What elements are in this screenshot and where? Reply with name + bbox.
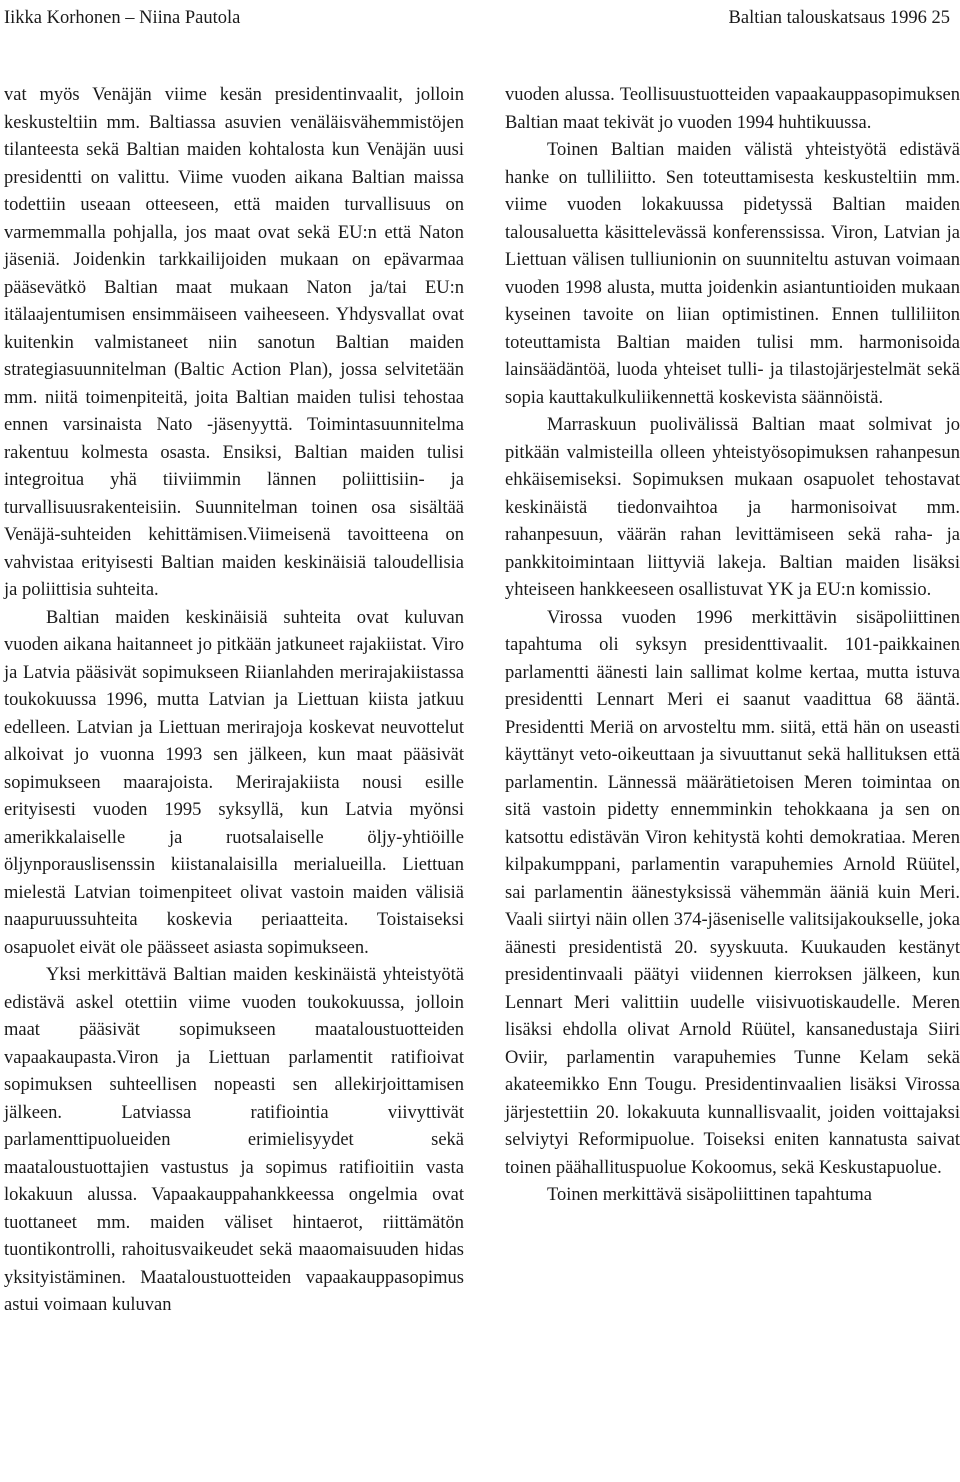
left-column	[4, 82, 464, 1320]
right-column	[505, 82, 960, 1210]
paragraph: Virossa vuoden 1996 merkittävin sisäpoliittinen tapahtuma oli syksyn presidenttivaalit. 101-paikkainen parlamentti äänesti lain sallimat kolme kertaa, mutta istuva presidentti Lennart Meri ei saanut vaadittua 68 ääntä. Presidentti Meriä on arvosteltu mm. siitä, että hän on useasti käyttänyt veto-oikeuttaan ja sivuuttanut sekä hallituksen että parlamentin. Lännessä määrätietoisen Meren toimintaa on sitä vastoin pidetty ennemminkin tehokkaana ja sen on katsottu edistävän Viron kehitystä kohti demokratiaa. Meren kilpakumppani, parlamentin varapuhemies Arnold Rüütel, sai parlamentin äänestyksissä vähemmän ääniä kuin Meri. Vaali siirtyi näin ollen 374-jäseniselle valitsijakoukselle, joka äänesti presidentistä 20. syyskuuta. Kuukauden kestänyt presidentinvaali päätyi viidennen kierroksen jälkeen, kun Lennart Meri valittiin uudelle viisivuotiskaudelle. Meren lisäksi ehdolla olivat Arnold Rüütel, kansanedustaja Siiri Oviir, parlamentin varapuhemies Tunne Kelam sekä akateemikko Enn Tougu. Presidentinvaalien lisäksi Virossa järjestettiin 20. lokakuuta kunnallisvaalit, joiden voittajaksi selviytyi Reformipuolue. Toiseksi eniten kannatusta saivat toinen päähallituspuolue Kokoomus, sekä Keskustapuolue.	[505, 607, 960, 1178]
paragraph: Toinen Baltian maiden välistä yhteistyötä edistävä hanke on tulliliitto. Sen toteuttamisesta keskusteltiin mm. viime vuoden lokakuussa pidetyssä Baltian maiden talousaluetta käsittelevässä konferenssissa. Viron, Latvian ja Liettuan välisen tulliunionin on suunniteltu astuvan voimaan vuoden 1998 alusta, mutta joidenkin asiantuntioiden mukaan kyseinen tavoite on liian optimistinen. Ennen tulliliiton toteuttamista Baltian maiden tulisi mm. harmonisoida lainsäädäntöä, luoda yhteiset tulli- ja tilastojärjestelmät sekä sopia kauttakulkuliikennettä koskevista säännöistä.	[505, 140, 960, 408]
paragraph: vuoden alussa. Teollisuustuotteiden vapaakauppasopimuksen Baltian maat tekivät jo vuoden 1994 huhtikuussa.	[505, 85, 960, 133]
paragraph: vat myös Venäjän viime kesän presidentinvaalit, jolloin keskusteltiin mm. Baltiassa asuvien venäläisvähemmistöjen tilanteesta sekä Baltian maiden kohtalosta kun Venäjän uusi presidentti on valittu. Viime vuoden aikana Baltian maissa todettiin useaan otteeseen, että maiden turvallisuus on varmemmalla pohjalla, jos maat ovat sekä EU:n että Naton jäseniä. Joidenkin tarkkailijoiden mukaan on epävarmaa pääsevätkö Baltian maat mukaan Naton ja/tai EU:n itälaajentumisen ensimmäiseen vaiheeseen. Yhdysvallat ovat kuitenkin valmistaneet niin sanotun Baltian maiden strategiasuunnitelman (Baltic Action Plan), jossa selvitetään mm. niitä toimenpiteitä, joita Baltian maiden tulisi tehostaa ennen varsinaista Nato -jäsenyyttä. Toimintasuunnitelma rakentuu kolmesta osasta. Ensiksi, Baltian maiden tulisi integroitua yhä tiiviimmin lännen poliittisiin- ja turvallisuusrakenteisiin. Suunnitelman toinen osa sisältää Venäjä-suhteiden kehittämisen.Viimeisenä tavoitteena on vahvistaa erityisesti Baltian maiden keskinäisiä taloudellisia ja poliittisia suhteita.	[4, 85, 464, 600]
paragraph: Yksi merkittävä Baltian maiden keskinäistä yhteistyötä edistävä askel otettiin viime vuoden toukokuussa, jolloin maat pääsivät sopimukseen maataloustuotteiden vapaakaupasta.Viron ja Liettuan parlamentit ratifioivat sopimuksen suhteellisen nopeasti sen allekirjoittamisen jälkeen. Latviassa ratifiointia viivyttivät parlamenttipuolueiden erimielisyydet sekä maataloustuottajien vastustus ja sopimus ratifioitiin vasta lokakuun alussa. Vapaakauppahankkeessa ongelmia ovat tuottaneet mm. maiden väliset hintaerot, riittämätön tuontikontrolli, rahoitusvaikeudet sekä maaomaisuuden hidas yksityistäminen. Maataloustuotteiden vapaakauppasopimus astui voimaan kuluvan	[4, 965, 464, 1315]
page-header	[4, 4, 950, 32]
paragraph: Baltian maiden keskinäisiä suhteita ovat kuluvan vuoden aikana haitanneet jo pitkään jatkuneet rajakiistat. Viro ja Latvia pääsivät sopimukseen Riianlahden merirajakiistassa toukokuussa 1996, mutta Latvian ja Liettuan kiista jatkuu edelleen. Latvian ja Liettuan merirajoja koskevat neuvottelut alkoivat jo vuonna 1993 sen jälkeen, kun maat pääsivät sopimukseen maarajoista. Merirajakiista nousi esille erityisesti vuoden 1995 syksyllä, kun Latvia myönsi amerikkalaiselle ja ruotsalaiselle öljy-yhtiöille öljynporauslisenssin kiistanalaisilla merialueilla. Liettuan mielestä Latvian toimenpiteet olivat vastoin maiden välisiä naapuruussuhteita koskevia periaatteita. Toistaiseksi osapuolet eivät ole päässeet asiasta sopimukseen.	[4, 607, 464, 958]
paragraph: Marraskuun puolivälissä Baltian maat solmivat jo pitkään valmisteilla olleen yhteistyösopimuksen rahanpesun ehkäisemiseksi. Sopimuksen mukaan osapuolet tehostavat keskinäistä tiedonvaihtoa ja harmonisoivat mm. rahanpesuun, väärän rahan levittämiseen sekä raha- ja pankkitoimintaan liittyviä lakeja. Baltian maiden lisäksi yhteiseen hankkeeseen osallistuvat YK ja EU:n komissio.	[505, 415, 960, 600]
header-title-page-number: Baltian talouskatsaus 1996 25	[728, 8, 950, 28]
paragraph: Toinen merkittävä sisäpoliittinen tapahtuma	[547, 1185, 872, 1205]
header-authors: Iikka Korhonen – Niina Pautola	[4, 8, 241, 28]
